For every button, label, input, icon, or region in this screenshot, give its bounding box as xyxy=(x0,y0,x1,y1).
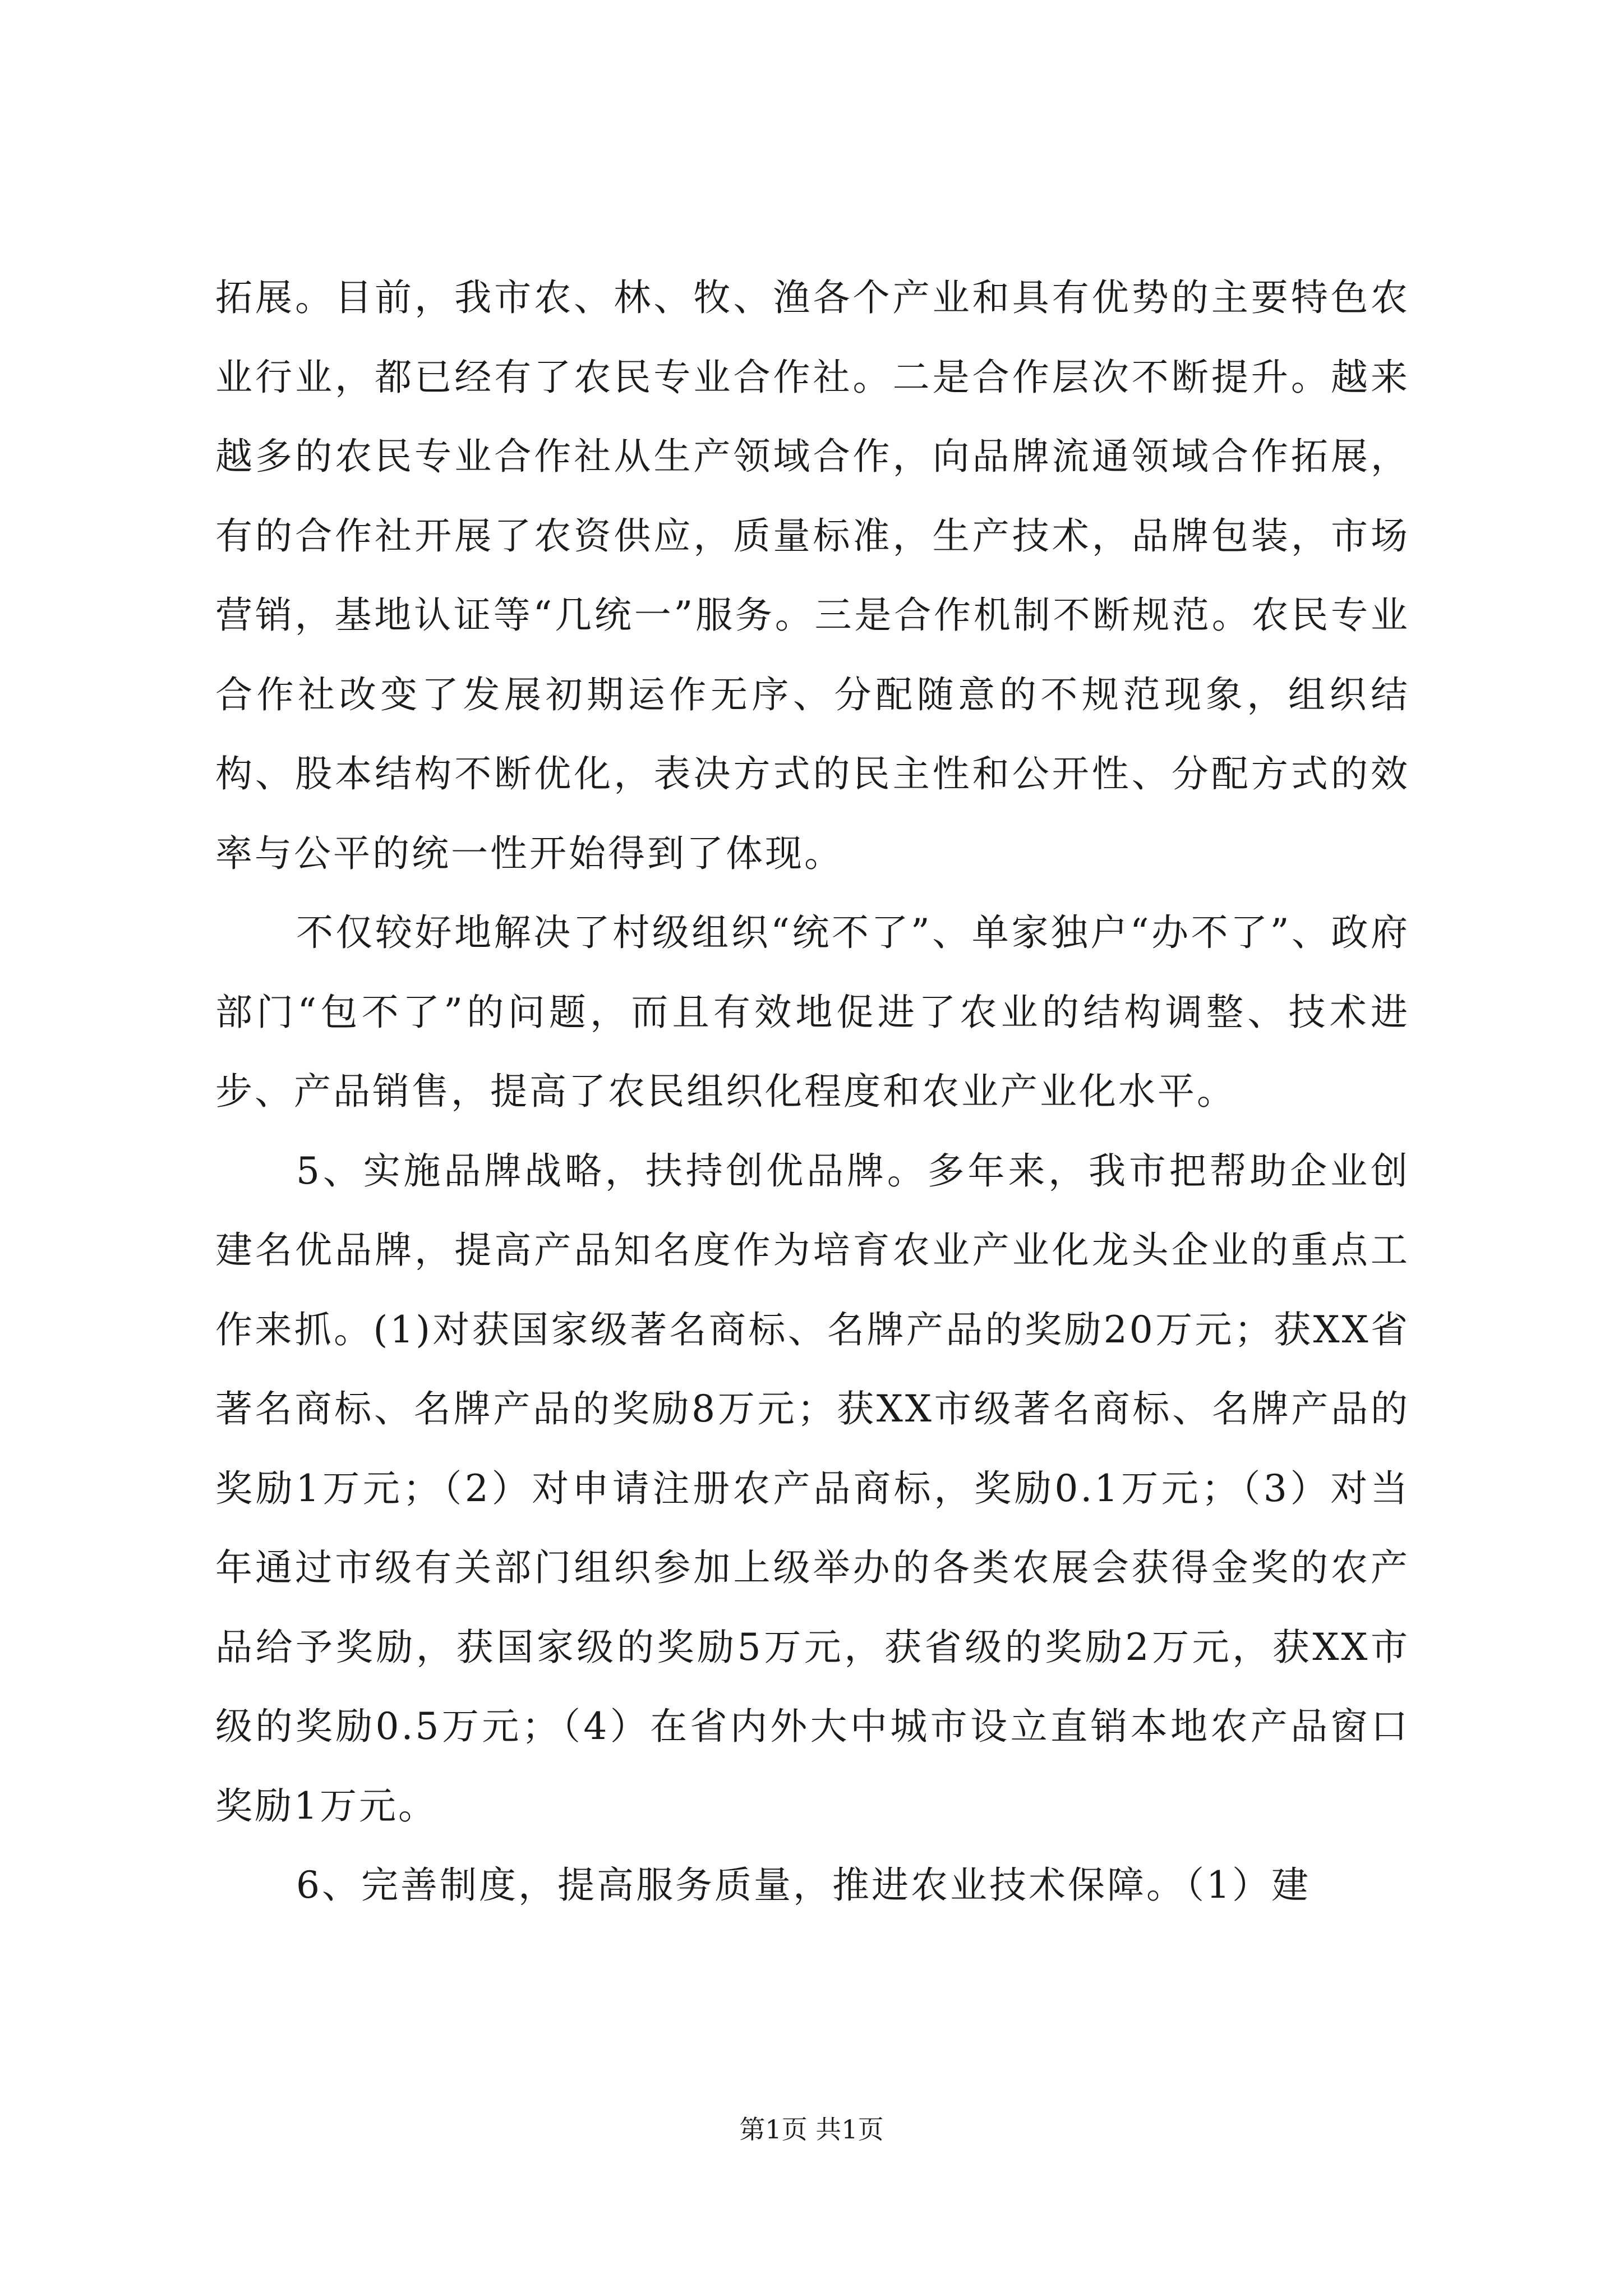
paragraph-cooperative-development: 拓展。目前，我市农、林、牧、渔各个产业和具有优势的主要特色农业行业，都已经有了农民专业合作社。二是合作层次不断提升。越来越多的农民专业合作社从生产领域合作，向品牌流通领域合作拓展，有的合作社开展了农资供应，质量标准，生产技术，品牌包装，市场营销，基地认证等“几统一”服务。三是合作机制不断规范。农民专业合作社改变了发展初期运作无序、分配随意的不规范现象，组织结构、股本结构不断优化，表决方式的民主性和公开性、分配方式的效率与公平的统一性开始得到了体现。 xyxy=(215,276,1410,875)
paragraph-brand-strategy: 5、实施品牌战略，扶持创优品牌。多年来，我市把帮助企业创建名优品牌，提高产品知名度作为培育农业产业化龙头企业的重点工作来抓。(1)对获国家级著名商标、名牌产品的奖励20万元；获XX省著名商标、名牌产品的奖励8万元；获XX市级著名商标、名牌产品的奖励1万元；（2）对申请注册农产品商标，奖励0.1万元；（3）对当年通过市级有关部门组织参加上级举办的各类农展会获得金奖的农产品给予奖励，获国家级的奖励5万元，获省级的奖励2万元，获XX市级的奖励0.5万元；（4）在省内外大中城市设立直销本地农产品窗口奖励1万元。 xyxy=(215,1149,1410,1828)
page-number-footer: 第1页 共1页 xyxy=(739,2114,884,2145)
paragraph-cooperative-effects: 不仅较好地解决了村级组织“统不了”、单家独户“办不了”、政府部门“包不了”的问题，而且有效地促进了农业的结构调整、技术进步、产品销售，提高了农民组织化程度和农业产业化水平。 xyxy=(215,911,1410,1113)
document-body xyxy=(215,258,1410,1925)
paragraph-service-quality: 6、完善制度，提高服务质量，推进农业技术保障。（1）建 xyxy=(296,1864,1311,1907)
